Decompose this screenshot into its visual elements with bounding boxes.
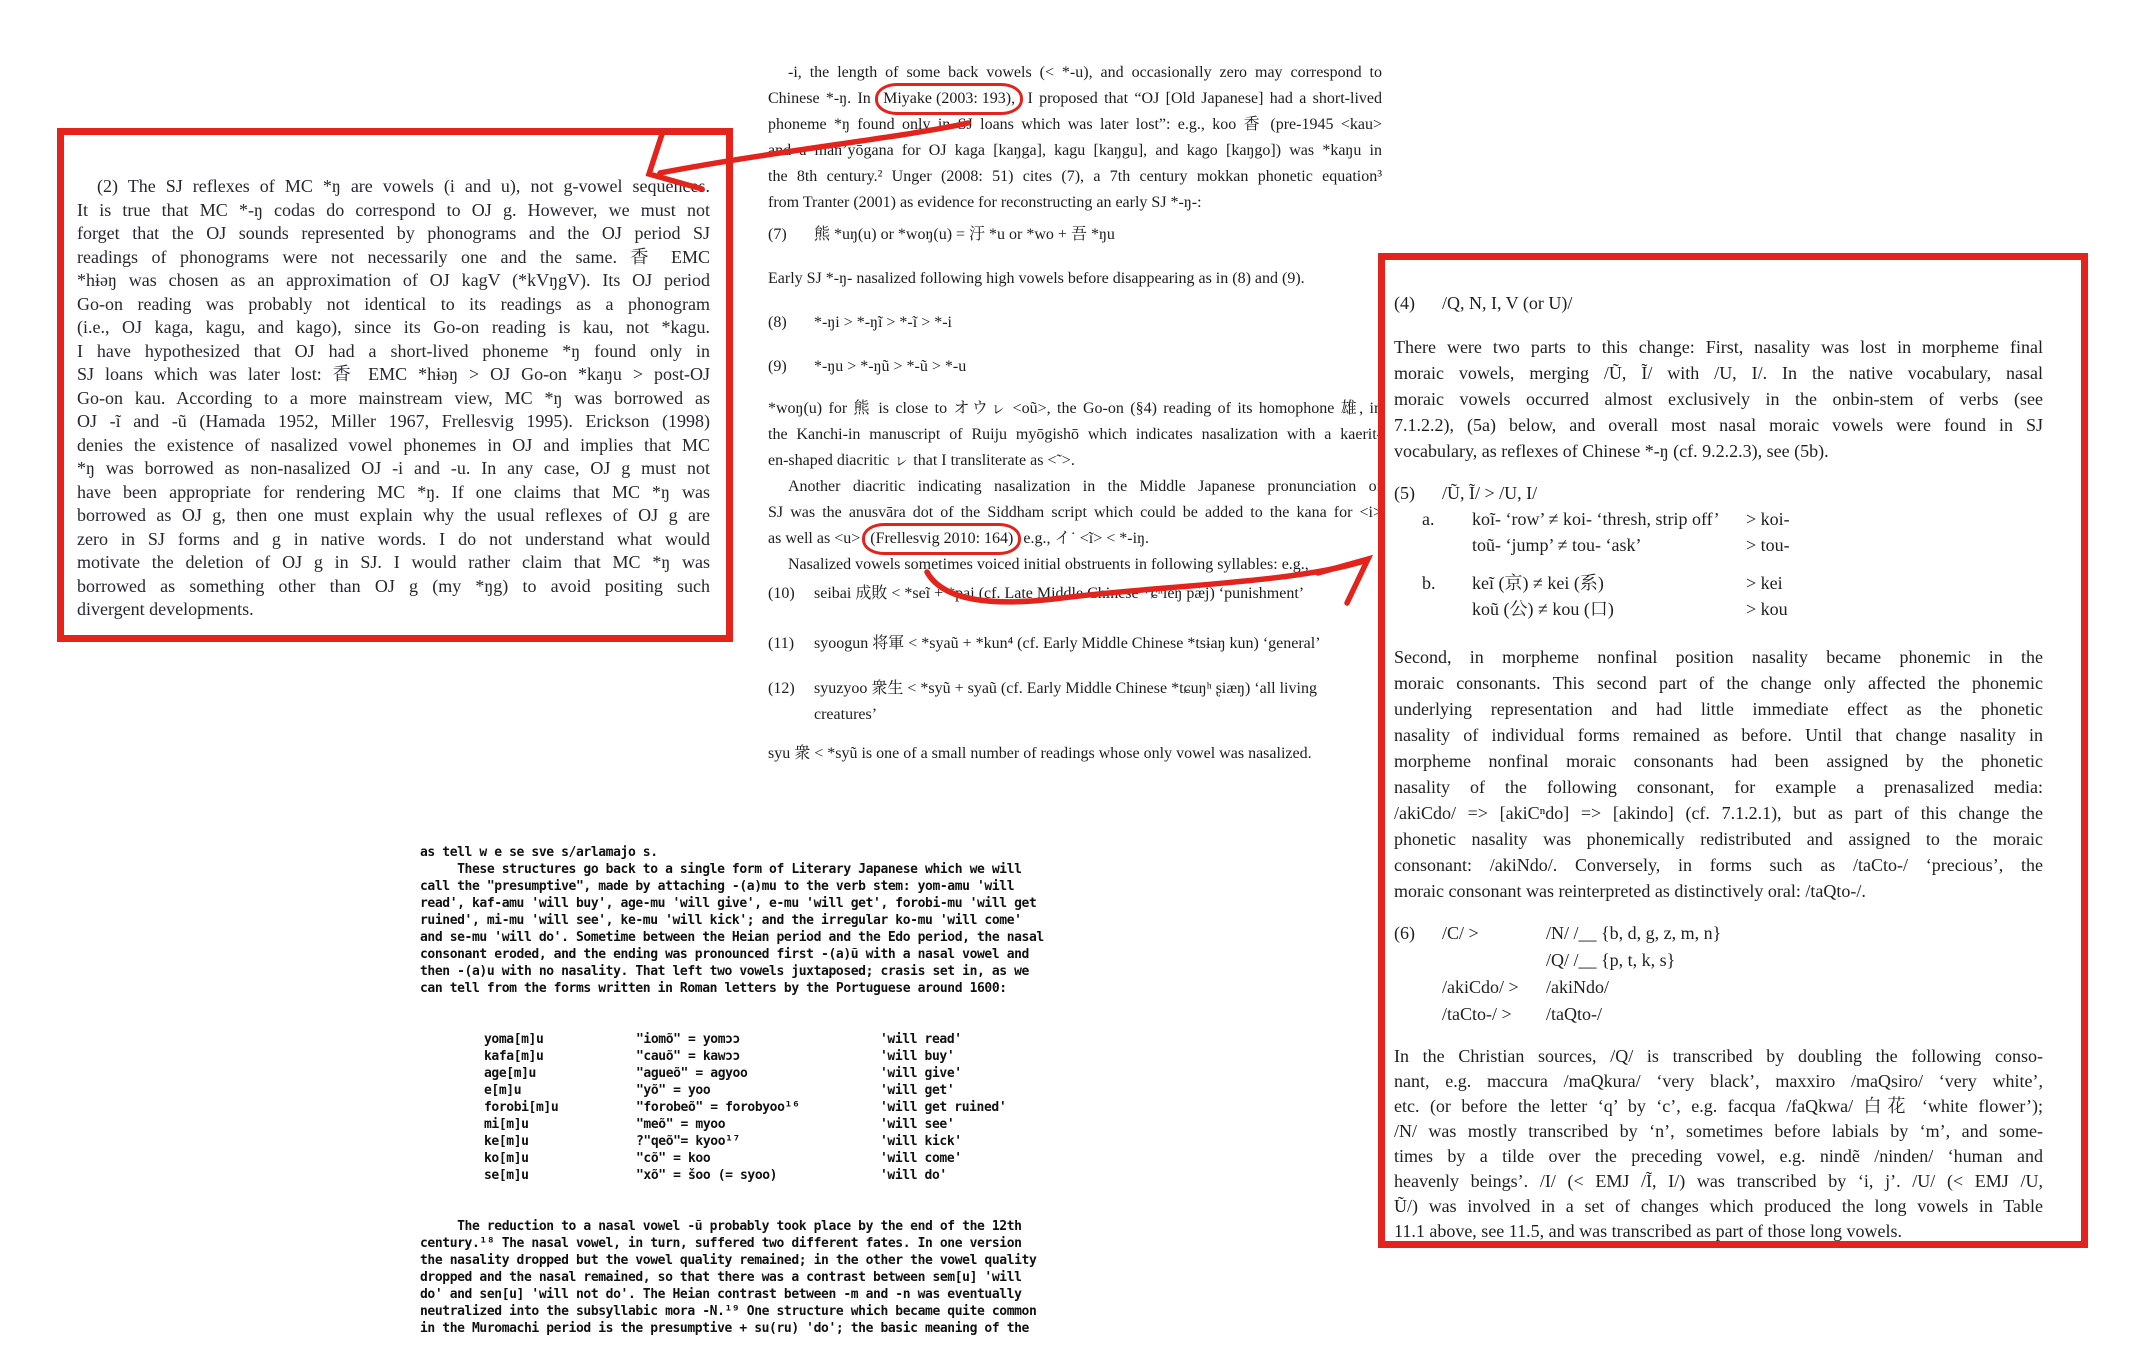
example-11 bbox=[768, 631, 1382, 657]
table-row bbox=[1394, 947, 2043, 974]
table-row bbox=[768, 631, 1382, 657]
cell: se[m]u bbox=[484, 1168, 529, 1183]
text-line: SJ was the anusvāra dot of the Siddham script which could be added to the kana for <i> bbox=[768, 504, 1382, 521]
table-row bbox=[420, 1065, 1064, 1082]
cell: /Q, N, I, V (or U)/ bbox=[1442, 293, 1573, 313]
cell: (9) bbox=[768, 358, 787, 375]
text-line: neutralized into the subsyllabic mora -N.¹⁹ One structure which became quite common bbox=[420, 1304, 1037, 1319]
text-line: zero in SJ forms and g in native words. I do not understand what would bbox=[77, 528, 710, 549]
text-segment: Chinese *-ŋ. In bbox=[768, 90, 878, 107]
center-page-excerpt bbox=[768, 60, 1382, 767]
text-line: OJ -ĩ and -ũ (Hamada 1952, Miller 1967, Frellesvig 1995). Erickson (1998) bbox=[77, 411, 710, 431]
cell: a. bbox=[1422, 509, 1435, 529]
annotation-circle: Miyake (2003: 193), bbox=[875, 83, 1023, 115]
forms-table bbox=[420, 1031, 1064, 1184]
cell: "cõ" = koo bbox=[636, 1151, 711, 1166]
cell: (10) bbox=[768, 585, 795, 602]
text-line: moraic consonant was reinterpreted as distinctively oral: /taQto-/. bbox=[1394, 881, 1866, 901]
cell: "agueõ" = agyoo bbox=[636, 1066, 748, 1081]
text-segment: e.g., イ˙ <ĩ> < *-iŋ. bbox=[1019, 530, 1149, 547]
text-line: times by a tilde over the preceding vowel, e.g. nindẽ /ninden/ ‘human and bbox=[1394, 1146, 2043, 1166]
text-segment: as well as <u> bbox=[768, 530, 865, 547]
text-line: *hɨəŋ was chosen as an approximation of OJ kagV (*kVŋgV). Its OJ period bbox=[77, 270, 710, 290]
paragraph bbox=[768, 60, 1382, 216]
table-row bbox=[1394, 974, 2043, 1001]
table-row bbox=[1394, 596, 2043, 622]
text-line: Second, in morpheme nonfinal position nasality became phonemic in the bbox=[1394, 647, 2043, 667]
text-line: ruined', mi-mu 'will see', ke-mu 'will kick'; and the irregular ko-mu 'will come' bbox=[420, 913, 1022, 928]
text-line: the 8th century.² Unger (2008: 51) cites (7), a 7th century mokkan phonetic equation³ bbox=[768, 168, 1382, 185]
right-annotation-box bbox=[1378, 253, 2088, 1248]
cell: 'will kick' bbox=[880, 1134, 962, 1149]
text-line: heavenly beings’. /I/ (< EMJ /Ĩ, I/) was transcribed by ‘i, j’. /U/ (< EMJ /U, bbox=[1394, 1171, 2043, 1191]
cell: koĩ- ‘row’ ≠ koi- ‘thresh, strip off’ bbox=[1472, 509, 1720, 529]
cell: ko[m]u bbox=[484, 1151, 529, 1166]
text-line: (i.e., OJ kaga, kagu, and kago), since its Go-on reading is kau, not *kagu. bbox=[77, 317, 710, 337]
cell: 熊 *uŋ(u) or *woŋ(u) = 汙 *u or *wo + 吾 *ŋu bbox=[814, 226, 1115, 243]
text-line: phonetic nasality was phonemically redistributed and assigned to the moraic bbox=[1394, 829, 2043, 849]
text-line: nasality of the following consonant, for example a prenasalized media: bbox=[1394, 777, 2043, 797]
cell: "xõ" = šoo (= syoo) bbox=[636, 1168, 778, 1183]
text-line: moraic vowels, merging /Ũ, Ĩ/ with /U, I/. In the native vocabulary, nasal bbox=[1394, 363, 2043, 383]
cell: /akiCdo/ > bbox=[1442, 977, 1519, 997]
cell: 'will come' bbox=[880, 1151, 962, 1166]
table-row bbox=[1394, 570, 2043, 596]
cell: (8) bbox=[768, 314, 787, 331]
cell: "iomõ" = yomɔɔ bbox=[636, 1032, 740, 1047]
cell: "forobeõ" = forobyoo¹⁶ bbox=[636, 1100, 800, 1115]
table-row bbox=[768, 702, 1382, 728]
typewriter-excerpt bbox=[420, 786, 1064, 1354]
paragraph: Early SJ *-ŋ- nasalized following high vowels before disappearing as in (8) and (9). bbox=[768, 270, 1305, 287]
text-line: borrowed as OJ g, then one must explain why the usual reflexes of OJ g are bbox=[77, 505, 710, 525]
text-line: consonant: /akiNdo/. Conversely, in forms such as /taCto-/ ‘precious’, the bbox=[1394, 855, 2043, 875]
table-row bbox=[1394, 480, 2043, 506]
text-line bbox=[768, 86, 1382, 112]
example-8 bbox=[768, 310, 1382, 336]
text-line: etc. (or before the letter ‘q’ by ‘c’, e.g. facqua /faQkwa/ 白花 ‘white flower’); bbox=[1394, 1096, 2043, 1116]
text-line: These structures go back to a single form of Literary Japanese which we will bbox=[420, 862, 1022, 877]
cell: *-ŋu > *-ŋũ > *-ũ > *-u bbox=[814, 358, 967, 375]
cell: age[m]u bbox=[484, 1066, 536, 1081]
text-line: nasality of individual forms remained as before. Until that change nasality in bbox=[1394, 725, 2043, 745]
text-line: en-shaped diacritic ㇾ that I transliterate as <˜>. bbox=[768, 452, 1075, 469]
text-line: can tell from the forms written in Roman letters by the Portuguese around 1600: bbox=[420, 981, 1007, 996]
cell: (7) bbox=[768, 226, 787, 243]
paragraph bbox=[1394, 334, 2043, 464]
example-5-head bbox=[1394, 480, 2043, 506]
cell: syoogun 将軍 < *syaũ + *kun⁴ (cf. Early Middle Chinese *tsɨaŋ kun) ‘general’ bbox=[814, 635, 1321, 652]
text-line: moraic consonants. This second part of the change only affected the phonemic bbox=[1394, 673, 2043, 693]
text-line: as tell w e se sve s/arlamajo s. bbox=[420, 845, 658, 860]
table-row bbox=[768, 581, 1382, 607]
cell: /C/ > bbox=[1442, 923, 1479, 943]
text-line: nant, e.g. maccura /maQkura/ ‘very black’, maxxiro /maQsiro/ ‘very white’, bbox=[1394, 1071, 2043, 1091]
paragraph: syu 衆 < *syũ is one of a small number of readings whose only vowel was nasalized. bbox=[768, 745, 1312, 762]
text-line bbox=[768, 526, 1382, 552]
example-6 bbox=[1394, 920, 2043, 1028]
table-row bbox=[768, 222, 1382, 248]
text-line: consonant eroded, and the ending was pronounced first -(a)ũ with a nasal vowel and bbox=[420, 947, 1029, 962]
text-line: denies the existence of nasalized vowel phonemes in OJ and implies that MC bbox=[77, 434, 710, 455]
cell: /N/ /__ {b, d, g, z, m, n} bbox=[1546, 923, 1722, 943]
cell: /akiNdo/ bbox=[1546, 977, 1609, 997]
cell: (12) bbox=[768, 680, 795, 697]
table-row bbox=[1394, 290, 2043, 316]
text-line: dropped and the nasal remained, so that there was a contrast between sem[u] 'will bbox=[420, 1270, 1022, 1285]
table-row bbox=[420, 1133, 1064, 1150]
cell: > koi- bbox=[1746, 509, 1790, 529]
text-line: forget that the OJ sounds represented by phonograms and the OJ period SJ bbox=[77, 223, 710, 243]
text-line: have been appropriate for rendering MC *ŋ. If one claims that MC *ŋ was bbox=[77, 481, 710, 502]
text-line: vocabulary, as reflexes of Chinese *-ŋ (cf. 9.2.2.3), see (5b). bbox=[1394, 441, 1829, 461]
paragraph bbox=[1394, 1044, 2043, 1244]
text-line: /akiCdo/ => [akiCⁿdo] => [akindo] (cf. 7.1.2.1), but as part of this change the bbox=[1394, 803, 2043, 823]
text-line: There were two parts to this change: First, nasality was lost in morpheme final bbox=[1394, 337, 2043, 357]
table-row bbox=[420, 1082, 1064, 1099]
cell: "cauõ" = kawɔɔ bbox=[636, 1049, 740, 1064]
text-line: SJ loans which was later lost: 香 EMC *hɨəŋ > OJ Go-on *kaŋu > post-OJ bbox=[77, 364, 710, 384]
paragraph bbox=[420, 861, 1064, 997]
text-line: The reduction to a nasal vowel -ũ probably took place by the end of the 12th bbox=[420, 1219, 1022, 1234]
table-row bbox=[1394, 532, 2043, 558]
text-line: moraic vowels occurred almost exclusively in the onbin-stem of verbs (see bbox=[1394, 389, 2043, 409]
clipped-top-line bbox=[420, 820, 1064, 860]
text-line: Go-on kau. According to a more mainstream view, MC *ŋ was borrowed as bbox=[77, 387, 710, 408]
text-line: Another diacritic indicating nasalization in the Middle Japanese pronunciation of bbox=[788, 478, 1382, 495]
text-line: 11.1 above, see 11.5, and was transcribed as part of those long vowels. bbox=[1394, 1221, 1903, 1241]
cell: "meõ" = myoo bbox=[636, 1117, 726, 1132]
text-line: from Tranter (2001) as evidence for reconstructing an early SJ *-ŋ-: bbox=[768, 194, 1202, 211]
table-row bbox=[420, 1150, 1064, 1167]
cell: 'will get' bbox=[880, 1083, 955, 1098]
table-row bbox=[420, 1048, 1064, 1065]
example-10 bbox=[768, 581, 1382, 607]
text-line: *ŋ was borrowed as non-nasalized OJ -i and -u. In any case, OJ g must not bbox=[77, 458, 710, 478]
cell: creatures’ bbox=[814, 706, 878, 723]
text-line: phoneme *ŋ found only in SJ loans which was later lost”: e.g., koo 香 (pre-1945 <kau> bbox=[768, 116, 1382, 133]
text-line: Go-on reading was probably not identical to its readings as a phonogram bbox=[77, 293, 710, 314]
cell: /taQto-/ bbox=[1546, 1004, 1602, 1024]
table-row bbox=[768, 310, 1382, 336]
text-line: *woŋ(u) for 熊 is close to オウㇾ <oũ>, the Go-on (§4) reading of its homophone 雄, in bbox=[768, 400, 1382, 417]
text-line: and a man’yōgana for OJ kaga [kaŋga], kagu [kaŋgu], and kago [kaŋgo]) was *kaŋu in bbox=[768, 142, 1382, 159]
text-line: I have hypothesized that OJ had a short-lived phoneme *ŋ found only in bbox=[77, 340, 710, 361]
text-line: motivate the deletion of OJ g in SJ. I would rather claim that MC *ŋ was bbox=[77, 552, 710, 572]
text-line: /N/ was mostly transcribed by ‘n’, sometimes before labials by ‘m’, and some- bbox=[1394, 1121, 2043, 1141]
table-row bbox=[768, 676, 1382, 702]
text-line: 7.1.2.2), (5a) below, and overall most nasal moraic vowels were found in SJ bbox=[1394, 415, 2043, 435]
paragraph bbox=[768, 474, 1382, 552]
example-7 bbox=[768, 222, 1382, 248]
cell: /taCto-/ > bbox=[1442, 1004, 1512, 1024]
table-row bbox=[420, 1116, 1064, 1133]
cell: *-ŋi > *-ŋĩ > *-ĩ > *-i bbox=[814, 314, 952, 331]
table-row bbox=[420, 1031, 1064, 1048]
cell: yoma[m]u bbox=[484, 1032, 544, 1047]
example-5-items bbox=[1394, 506, 2043, 622]
text-line: the Kanchi-in manuscript of Ruiju myōgishō which indicates nasalization with a kaerit- bbox=[768, 426, 1382, 443]
cell: 'will do' bbox=[880, 1168, 947, 1183]
text-line: divergent developments. bbox=[77, 599, 254, 619]
table-row bbox=[768, 354, 1382, 380]
example-9 bbox=[768, 354, 1382, 380]
cell: seibai 成敗 < *seĩ + *pai (cf. Late Middle Chinese *ɕʰieŋ pæ̀j) ‘punishment’ bbox=[814, 585, 1305, 602]
cell: koũ (公) ≠ kou (口) bbox=[1472, 599, 1614, 619]
cell: /Ũ, Ĩ/ > /U, I/ bbox=[1442, 483, 1538, 503]
example-12 bbox=[768, 676, 1382, 728]
cell: > tou- bbox=[1746, 535, 1790, 555]
table-row bbox=[1394, 920, 2043, 947]
text-line: In the Christian sources, /Q/ is transcribed by doubling the following conso- bbox=[1394, 1046, 2043, 1066]
text-line: borrowed as something other than OJ g (my *ŋg) to avoid positing such bbox=[77, 575, 710, 596]
text-line: read', kaf-amu 'will buy', age-mu 'will give', e-mu 'will get', forobi-mu 'will get bbox=[420, 896, 1037, 911]
cell: 'will get ruined' bbox=[880, 1100, 1007, 1115]
text-line: morpheme nonfinal moraic consonants had been assigned by the phonetic bbox=[1394, 751, 2043, 771]
cell: "yõ" = yoo bbox=[636, 1083, 711, 1098]
cell: mi[m]u bbox=[484, 1117, 529, 1132]
cell: ?"qeõ"= kyoo¹⁷ bbox=[636, 1134, 740, 1149]
cell: (6) bbox=[1394, 923, 1415, 943]
example-4 bbox=[1394, 290, 2043, 316]
cell: (11) bbox=[768, 635, 795, 652]
text-line: then -(a)u with no nasality. That left two vowels juxtaposed; crasis set in, as we bbox=[420, 964, 1029, 979]
text-line: It is true that MC *-ŋ codas do correspond to OJ g. However, we must not bbox=[77, 199, 710, 220]
table-row bbox=[1394, 1001, 2043, 1028]
cell: keĩ (京) ≠ kei (系) bbox=[1472, 573, 1604, 593]
table-row bbox=[420, 1099, 1064, 1116]
cell: (4) bbox=[1394, 293, 1415, 313]
paragraph bbox=[1394, 644, 2043, 904]
text-line: underlying representation and had little immediate effect as the phonetic bbox=[1394, 699, 2043, 719]
cell: 'will give' bbox=[880, 1066, 962, 1081]
cell: e[m]u bbox=[484, 1083, 522, 1098]
cell: (5) bbox=[1394, 483, 1415, 503]
paragraph bbox=[420, 1218, 1064, 1337]
cell: toũ- ‘jump’ ≠ tou- ‘ask’ bbox=[1472, 535, 1642, 555]
text-line: and se-mu 'will do'. Sometime between the Heian period and the Edo period, the nasal bbox=[420, 930, 1044, 945]
text-line: readings of phonograms were not necessarily one and the same. 香 EMC bbox=[77, 246, 710, 267]
cell: forobi[m]u bbox=[484, 1100, 559, 1115]
text-line: (2) The SJ reflexes of MC *ŋ are vowels (i and u), not g-vowel sequences. bbox=[97, 176, 710, 196]
table-row bbox=[1394, 506, 2043, 532]
cell: 'will buy' bbox=[880, 1049, 955, 1064]
text-segment: I proposed that “OJ [Old Japanese] had a short-lived bbox=[1021, 90, 1382, 107]
text-line: century.¹⁸ The nasal vowel, in turn, suffered two different fates. In one version bbox=[420, 1236, 1022, 1251]
paragraph: Nasalized vowels sometimes voiced initial obstruents in following syllables: e.g., bbox=[788, 556, 1309, 573]
cell: 'will see' bbox=[880, 1117, 955, 1132]
table-row bbox=[420, 1167, 1064, 1184]
cell: /Q/ /__ {p, t, k, s} bbox=[1546, 950, 1676, 970]
cell: > kou bbox=[1746, 599, 1788, 619]
text-line: call the "presumptive", made by attaching -(a)mu to the verb stem: yom-amu 'will bbox=[420, 879, 1015, 894]
cell: kafa[m]u bbox=[484, 1049, 544, 1064]
text-line: Ũ/) was involved in a set of changes which produced the long vowels in Table bbox=[1394, 1196, 2043, 1216]
cell: b. bbox=[1422, 573, 1436, 593]
cell: syuzyoo 衆生 < *syũ + syaũ (cf. Early Middle Chinese *tɕuŋʰ ʂiæŋ) ‘all living bbox=[814, 680, 1317, 697]
left-annotation-box bbox=[57, 128, 733, 642]
paragraph bbox=[768, 396, 1382, 474]
cell: > kei bbox=[1746, 573, 1783, 593]
text-line: -i, the length of some back vowels (< *-u), and occasionally zero may correspond to bbox=[788, 64, 1382, 81]
cell: 'will read' bbox=[880, 1032, 962, 1047]
cell: ke[m]u bbox=[484, 1134, 529, 1149]
text-line: in the Muromachi period is the presumptive + su(ru) 'do'; the basic meaning of the bbox=[420, 1321, 1029, 1336]
text-line: the nasality dropped but the vowel quality remained; in the other the vowel quality bbox=[420, 1253, 1037, 1268]
annotation-circle: (Frellesvig 2010: 164) bbox=[862, 523, 1021, 555]
text-line: do' and sen[u] 'will not do'. The Heian contrast between -m and -n was eventually bbox=[420, 1287, 1022, 1302]
